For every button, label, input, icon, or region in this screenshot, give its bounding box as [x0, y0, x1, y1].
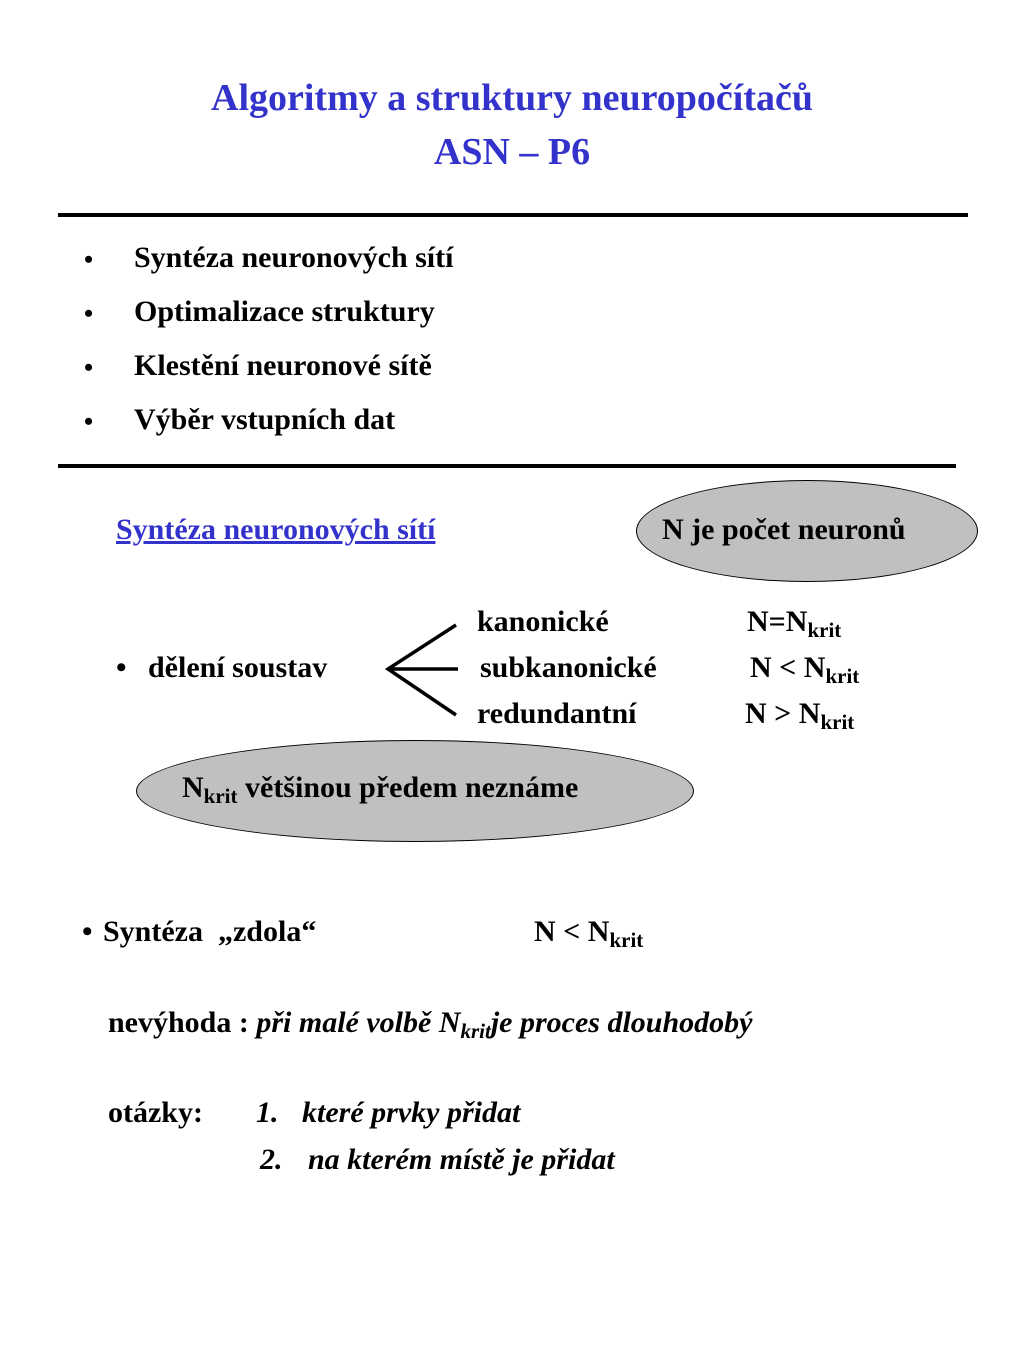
question-number: 1. [256, 1096, 279, 1129]
class-name-canonical: kanonické [477, 605, 609, 638]
top-rule [58, 213, 968, 217]
class-relation-redundant: $N > N_{krit}$ [745, 697, 855, 734]
outline-item: Klestění neuronové sítě [134, 349, 432, 382]
classification-bullet: • [116, 651, 127, 684]
class-relation-canonical: $N=N_{krit}$ [747, 605, 842, 642]
bottom-up-label: Syntéza „zdola“ [103, 915, 317, 948]
question-text: na kterém místě je přidat [308, 1143, 615, 1176]
class-relation-subcanonical: $N < N_{krit}$ [750, 651, 860, 688]
classification-label: dělení soustav [148, 651, 328, 684]
slide-title-line2: ASN – P6 [433, 131, 591, 173]
bullet-dot: • [84, 245, 94, 274]
bullet-dot: • [84, 353, 94, 382]
drawback-line: nevýhoda : při malé volbě $N_{krit}je$ proces dlouhodobý [108, 1006, 753, 1043]
bottom-up-relation: $N < N_{krit}$ [534, 915, 644, 952]
question-text: které prvky přidat [302, 1096, 521, 1129]
bullet-dot: • [84, 299, 94, 328]
questions-label: otázky: [108, 1096, 203, 1129]
branch-arrow-icon [380, 615, 462, 719]
outline-item: Výběr vstupních dat [134, 403, 396, 436]
neuron-count-note: N je počet neuronů [662, 513, 906, 546]
bottom-up-bullet: • [82, 915, 93, 948]
slide-title-line1: Algoritmy a struktury neuropočítačů [211, 77, 813, 119]
class-name-redundant: redundantní [477, 697, 637, 730]
bottom-rule [58, 464, 956, 468]
question-number: 2. [260, 1143, 283, 1176]
section-link[interactable]: Syntéza neuronových sítí [116, 513, 436, 546]
class-name-subcanonical: subkanonické [480, 651, 657, 684]
krit-unknown-note: $N_{krit}$ většinou předem neznáme [182, 771, 579, 808]
outline-item: Optimalizace struktury [134, 295, 435, 328]
outline-item: Syntéza neuronových sítí [134, 241, 454, 274]
bullet-dot: • [84, 407, 94, 436]
